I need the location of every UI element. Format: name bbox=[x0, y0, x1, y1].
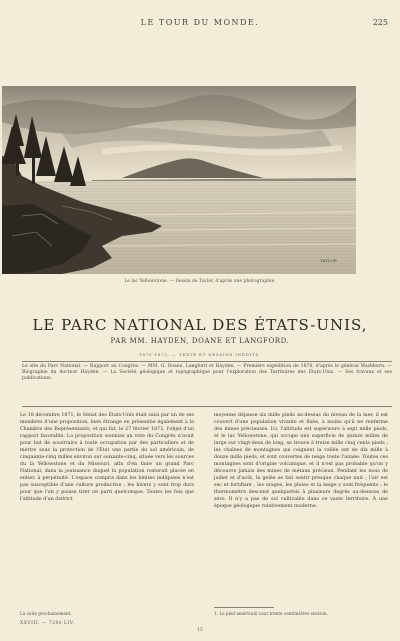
text-column-left bbox=[20, 412, 194, 503]
yellowstone-lake-engraving bbox=[2, 86, 356, 274]
journal-title: LE TOUR DU MONDE. bbox=[140, 18, 260, 27]
article-dateline: 1870-1872. — TEXTE ET DESSINS INÉDITS. bbox=[138, 352, 262, 357]
footer-note: La suite prochainement. bbox=[20, 611, 72, 616]
chapter-summary: Le site du Parc National. — Rapport au Congrès. — MM. G. Doane, Langford et Hayden. — Première expédition de 1870, d'après le général Washburn. — Biographie du docteur Hayden. — La Société géologique et topographique pour l'exploration des Territoires des États-Unis. — Ses travaux et ses publications. bbox=[22, 364, 392, 382]
footnote: 1. Le pied américain vaut trente centimètres environ. bbox=[214, 611, 328, 616]
illustration-caption: Le lac Yellowstone. — Dessin de Taylor, d'après une photographie. bbox=[124, 279, 276, 284]
running-header bbox=[0, 18, 400, 32]
summary-bottom-rule bbox=[22, 406, 392, 407]
footnote-rule bbox=[214, 607, 274, 608]
svg-text:TAYLOR: TAYLOR bbox=[320, 258, 337, 263]
article-title: LE PARC NATIONAL DES ÉTATS-UNIS, bbox=[32, 316, 368, 334]
body-paragraph: moyenne dépasse six mille pieds au-dessus du niveau de la mer, il est couvert d'une population vivante et fixée, à moins qu'il ne renferme des mines précieuses. Ici, l'altitude est supérieure à sept mille pieds, et le lac Yellowstone, qui occupe une superficie de quinze milles de large sur vingt-deux de long, se trouve à treize mille cinq cents pieds ; les chaînes de montagnes qui ceignent la vallée ont de dix mille à douze mille pieds, et sont couvertes de neige toute l'année. Toutes ces montagnes sont d'origine volcanique, et il n'est pas probable qu'on y découvre jamais des mines de métaux précieux. Pendant les mois de juillet et d'août, la gelée se fait sentir presque chaque nuit ; l'air est sec et fortifiant ; les orages, les pluies et la neige y sont fréquents ; le thermomètre descend quelquefois à plusieurs degrés au-dessous de zéro. Il n'y a pas de sol cultivable dans ce vaste territoire. À une époque géologique relativement moderne, bbox=[214, 413, 388, 509]
article-authors: PAR MM. HAYDEN, DOANE ET LANGFORD. bbox=[110, 337, 290, 345]
footer-left bbox=[20, 611, 194, 626]
volume-mark: XXVIII. — 720e LIV. bbox=[20, 621, 75, 626]
page-number: 225 bbox=[372, 18, 388, 27]
text-column-right bbox=[214, 412, 388, 510]
body-paragraph: Le 18 décembre 1871, le Sénat des États-Unis était saisi par un de ses membres d'une proposition, bien étrange en présentée également à la Chambre des Représentants, et qui fut, le 27 février 1872, l'objet d'un rapport favorable. La proposition soumise au vote du Congrès n'avait pour but de soustraire à toute occupation par des particuliers et de mettre sous la protection de l'État une partie du sol américain, de cinquante-cinq milles environ sur soixante-cinq, située vers les sources du la Yellowstone et du Missouri, afin d'en faire un grand Parc National, dans la jouissance duquel la population resterait placée en entier, à perpétuité. L'espace compris dans les limites indiquées n'est pas susceptible d'une culture productive ; les hivers y sont trop durs pour que l'on y puisse tirer un parti quelconque. Toutes les fois que l'altitude d'un district bbox=[20, 413, 194, 502]
summary-top-rule bbox=[22, 361, 392, 362]
signature-mark: 15 bbox=[197, 628, 203, 633]
